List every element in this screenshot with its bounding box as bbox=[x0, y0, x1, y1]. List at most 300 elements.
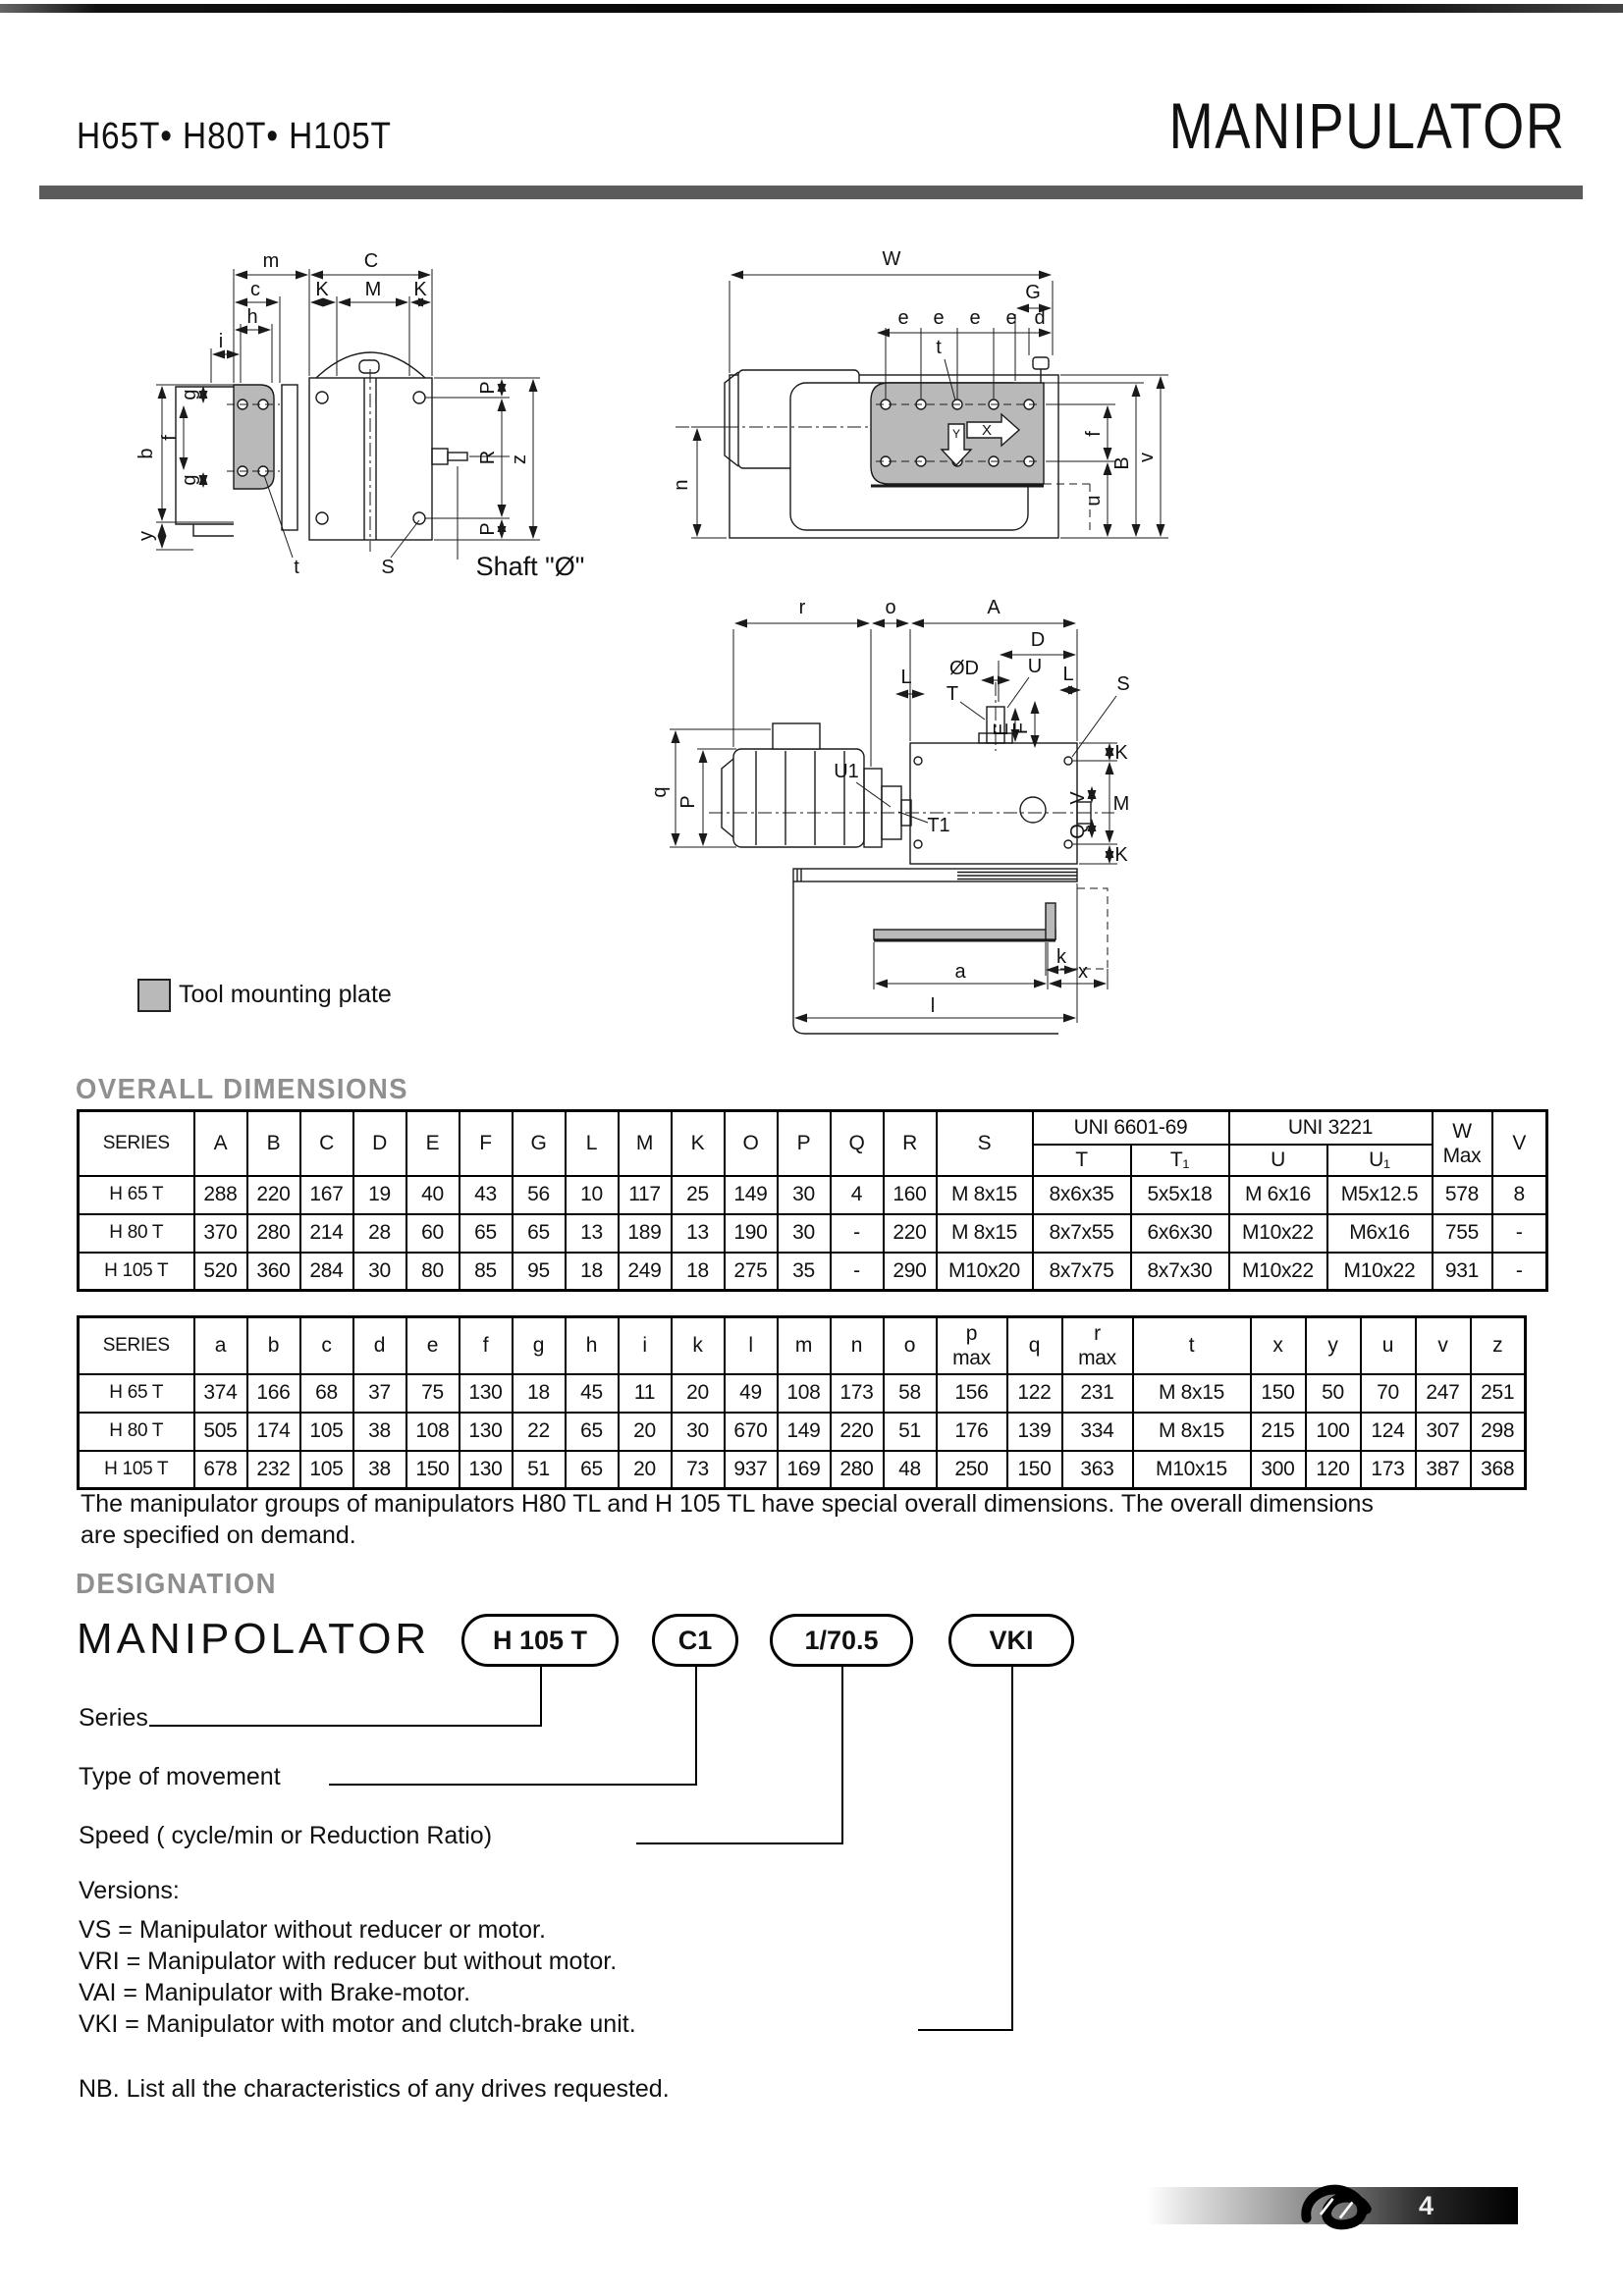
page-title: MANIPULATOR bbox=[1169, 89, 1566, 162]
value-cell: 275 bbox=[725, 1253, 778, 1291]
dim-label-f: f bbox=[1083, 431, 1105, 437]
value-cell: 40 bbox=[406, 1176, 460, 1214]
designation-pill-version: VKI bbox=[948, 1614, 1074, 1667]
value-cell: 8 bbox=[1492, 1176, 1547, 1214]
dim-label-a: a bbox=[954, 961, 966, 983]
value-cell: 189 bbox=[619, 1214, 672, 1253]
value-cell: 4 bbox=[831, 1176, 884, 1214]
value-cell: 95 bbox=[513, 1253, 566, 1291]
designation-heading: DESIGNATION bbox=[76, 1569, 277, 1600]
value-cell: 370 bbox=[194, 1214, 247, 1253]
dim-label-R: R bbox=[477, 450, 499, 465]
value-cell: 68 bbox=[300, 1374, 353, 1413]
uni-3221-header: UNI 3221 bbox=[1229, 1111, 1433, 1145]
column-header: C bbox=[300, 1111, 353, 1176]
column-header: n bbox=[831, 1317, 884, 1374]
model-codes: H65T• H80T• H105T bbox=[77, 116, 392, 157]
value-cell: 8x6x35 bbox=[1033, 1176, 1131, 1214]
column-header: c bbox=[300, 1317, 353, 1374]
value-cell: 22 bbox=[513, 1413, 566, 1451]
value-cell: 38 bbox=[353, 1413, 406, 1451]
value-cell: 150 bbox=[406, 1451, 460, 1489]
value-cell: M 8x15 bbox=[1133, 1374, 1251, 1413]
connector-line bbox=[841, 1667, 843, 1844]
front-view-dimension-lines bbox=[156, 269, 540, 560]
page-number: 4 bbox=[1418, 2191, 1434, 2220]
value-cell: 280 bbox=[831, 1451, 884, 1489]
value-cell: 173 bbox=[831, 1374, 884, 1413]
value-cell: 25 bbox=[672, 1176, 725, 1214]
connector-line bbox=[1011, 1667, 1013, 2031]
dim-label-e: e bbox=[933, 307, 945, 329]
footer-bar bbox=[1147, 2187, 1518, 2224]
value-cell: 169 bbox=[778, 1451, 831, 1489]
dim-label-h: h bbox=[246, 306, 258, 328]
series-cell: H 65 T bbox=[79, 1374, 194, 1413]
dim-label-e: e bbox=[897, 307, 909, 329]
column-header: K bbox=[672, 1111, 725, 1176]
tool-mounting-plate-side bbox=[874, 930, 1055, 939]
value-cell: 149 bbox=[778, 1413, 831, 1451]
front-view-labels bbox=[135, 250, 584, 581]
dim-label-W: W bbox=[882, 248, 901, 270]
value-cell: 100 bbox=[1306, 1413, 1361, 1451]
column-header: U₁ bbox=[1327, 1145, 1433, 1176]
value-cell: 288 bbox=[194, 1176, 247, 1214]
column-header: a bbox=[194, 1317, 247, 1374]
value-cell: 28 bbox=[353, 1214, 406, 1253]
designation-pill-movement: C1 bbox=[652, 1614, 738, 1667]
max-label: max bbox=[952, 1346, 991, 1369]
special-dimensions-note: The manipulator groups of manipulators H80 TL and H 105 TL have special overall dimensions. The overall dimensions are specified on demand. bbox=[81, 1490, 1374, 1549]
dim-label-o: o bbox=[885, 597, 896, 618]
dim-label-U1: U1 bbox=[834, 761, 859, 782]
table-row bbox=[79, 1374, 1526, 1413]
p-max-header bbox=[937, 1317, 1007, 1374]
overall-dimensions-table-1 bbox=[77, 1109, 1548, 1292]
designation-pill-series: H 105 T bbox=[461, 1614, 619, 1667]
column-header: q bbox=[1007, 1317, 1062, 1374]
dim-label-D: D bbox=[1030, 629, 1046, 651]
value-cell: 124 bbox=[1361, 1413, 1416, 1451]
dim-label-r: r bbox=[798, 597, 806, 618]
column-header: T bbox=[1033, 1145, 1131, 1176]
column-header: P bbox=[778, 1111, 831, 1176]
dim-label-e: e bbox=[1005, 307, 1017, 329]
series-cell: H 105 T bbox=[79, 1451, 194, 1489]
column-header: d bbox=[353, 1317, 406, 1374]
dim-label-m: m bbox=[262, 250, 280, 272]
value-cell: 18 bbox=[672, 1253, 725, 1291]
value-cell: 300 bbox=[1251, 1451, 1306, 1489]
value-cell: 307 bbox=[1416, 1413, 1471, 1451]
value-cell: 48 bbox=[884, 1451, 937, 1489]
dim-label-B: B bbox=[1111, 456, 1133, 470]
value-cell: 85 bbox=[460, 1253, 513, 1291]
value-cell: 10 bbox=[566, 1176, 619, 1214]
dim-label-M: M bbox=[364, 279, 382, 300]
value-cell: 60 bbox=[406, 1214, 460, 1253]
value-cell: 334 bbox=[1062, 1413, 1133, 1451]
value-cell: 298 bbox=[1471, 1413, 1526, 1451]
value-cell: M10x20 bbox=[937, 1253, 1033, 1291]
column-header: v bbox=[1416, 1317, 1471, 1374]
column-header: SERIES bbox=[79, 1111, 194, 1176]
column-header: y bbox=[1306, 1317, 1361, 1374]
dim-label-F: F bbox=[1010, 721, 1032, 735]
value-cell: 220 bbox=[247, 1176, 300, 1214]
table-row bbox=[79, 1253, 1547, 1291]
column-header: o bbox=[884, 1317, 937, 1374]
value-cell: 150 bbox=[1251, 1374, 1306, 1413]
dim-label-i: i bbox=[218, 331, 224, 352]
value-cell: 363 bbox=[1062, 1451, 1133, 1489]
value-cell: M10x15 bbox=[1133, 1451, 1251, 1489]
value-cell: 368 bbox=[1471, 1451, 1526, 1489]
value-cell: 50 bbox=[1306, 1374, 1361, 1413]
value-cell: 220 bbox=[831, 1413, 884, 1451]
versions-callout: Versions: bbox=[79, 1877, 180, 1904]
value-cell: 280 bbox=[247, 1214, 300, 1253]
value-cell: 670 bbox=[725, 1413, 778, 1451]
column-header: O bbox=[725, 1111, 778, 1176]
value-cell: 38 bbox=[353, 1451, 406, 1489]
value-cell: 35 bbox=[778, 1253, 831, 1291]
top-view-drawing bbox=[668, 238, 1198, 561]
value-cell: 231 bbox=[1062, 1374, 1133, 1413]
max-label: Max bbox=[1442, 1144, 1482, 1167]
value-cell: 43 bbox=[460, 1176, 513, 1214]
dim-label-c: c bbox=[250, 279, 260, 300]
dim-label-Q: Q bbox=[1067, 824, 1089, 839]
dim-label-x: x bbox=[1078, 961, 1088, 983]
value-cell: 65 bbox=[513, 1214, 566, 1253]
value-cell: 19 bbox=[353, 1176, 406, 1214]
max-label: max bbox=[1078, 1346, 1116, 1369]
connector-line bbox=[329, 1784, 697, 1786]
connector-line bbox=[149, 1725, 542, 1727]
dim-label-G: G bbox=[1025, 282, 1041, 303]
dim-label-u: u bbox=[1083, 495, 1105, 507]
version-item: VRI = Manipulator with reducer but without motor. bbox=[79, 1948, 618, 1975]
value-cell: 58 bbox=[884, 1374, 937, 1413]
value-cell: 130 bbox=[460, 1413, 513, 1451]
overall-dimensions-heading: OVERALL DIMENSIONS bbox=[76, 1074, 408, 1105]
value-cell: M5x12.5 bbox=[1327, 1176, 1433, 1214]
value-cell: 505 bbox=[194, 1413, 247, 1451]
value-cell: 247 bbox=[1416, 1374, 1471, 1413]
value-cell: 117 bbox=[619, 1176, 672, 1214]
w-label: W bbox=[1452, 1119, 1472, 1143]
value-cell: 8x7x30 bbox=[1131, 1253, 1229, 1291]
dim-label-K: K bbox=[315, 279, 329, 300]
table-row bbox=[79, 1214, 1547, 1253]
value-cell: 13 bbox=[566, 1214, 619, 1253]
dim-label-T1: T1 bbox=[927, 815, 950, 836]
dim-label-P: P bbox=[477, 522, 499, 536]
r-max-header bbox=[1062, 1317, 1133, 1374]
value-cell: 45 bbox=[566, 1374, 619, 1413]
table-row bbox=[79, 1451, 1526, 1489]
value-cell: 150 bbox=[1007, 1451, 1062, 1489]
value-cell: 290 bbox=[884, 1253, 937, 1291]
value-cell: M10x22 bbox=[1327, 1253, 1433, 1291]
value-cell: M 6x16 bbox=[1229, 1176, 1327, 1214]
column-header: h bbox=[566, 1317, 619, 1374]
dim-label-n: n bbox=[671, 479, 692, 491]
tool-mounting-plate-swatch bbox=[137, 979, 171, 1012]
front-view-drawing bbox=[93, 224, 614, 616]
dim-label-P: P bbox=[477, 381, 499, 395]
side-view-drawing bbox=[648, 584, 1335, 1045]
dim-label-S: S bbox=[381, 557, 395, 578]
value-cell: - bbox=[1492, 1253, 1547, 1291]
dim-label-b: b bbox=[135, 448, 157, 459]
column-header: V bbox=[1492, 1111, 1547, 1176]
value-cell: 251 bbox=[1471, 1374, 1526, 1413]
dim-label-L: L bbox=[1062, 664, 1074, 685]
value-cell: 75 bbox=[406, 1374, 460, 1413]
column-header: M bbox=[619, 1111, 672, 1176]
value-cell: 56 bbox=[513, 1176, 566, 1214]
value-cell: 18 bbox=[566, 1253, 619, 1291]
value-cell: 37 bbox=[353, 1374, 406, 1413]
value-cell: 678 bbox=[194, 1451, 247, 1489]
column-header: SERIES bbox=[79, 1317, 194, 1374]
x-axis-arrow-label: X bbox=[981, 422, 993, 439]
value-cell: 20 bbox=[619, 1451, 672, 1489]
side-view-shapes bbox=[709, 682, 1114, 1034]
value-cell: 65 bbox=[566, 1451, 619, 1489]
column-header: U bbox=[1229, 1145, 1327, 1176]
value-cell: 8x7x55 bbox=[1033, 1214, 1131, 1253]
column-header: x bbox=[1251, 1317, 1306, 1374]
value-cell: 70 bbox=[1361, 1374, 1416, 1413]
value-cell: 250 bbox=[937, 1451, 1007, 1489]
designation-word: MANIPOLATOR bbox=[77, 1615, 431, 1663]
column-header: E bbox=[406, 1111, 460, 1176]
column-header: L bbox=[566, 1111, 619, 1176]
dim-label-e: e bbox=[969, 307, 981, 329]
dim-label-C: C bbox=[363, 250, 379, 272]
value-cell: 20 bbox=[672, 1374, 725, 1413]
value-cell: 8x7x75 bbox=[1033, 1253, 1131, 1291]
column-header: f bbox=[460, 1317, 513, 1374]
column-header: G bbox=[513, 1111, 566, 1176]
dim-label-d: d bbox=[1034, 307, 1046, 329]
value-cell: 105 bbox=[300, 1451, 353, 1489]
dim-label-t: t bbox=[936, 337, 942, 358]
value-cell: 755 bbox=[1433, 1214, 1492, 1253]
speed-callout: Speed ( cycle/min or Reduction Ratio) bbox=[79, 1822, 493, 1849]
value-cell: 284 bbox=[300, 1253, 353, 1291]
table-row bbox=[79, 1176, 1547, 1214]
value-cell: 387 bbox=[1416, 1451, 1471, 1489]
dim-label-A: A bbox=[987, 597, 1001, 618]
connector-line bbox=[636, 1842, 843, 1844]
value-cell: 215 bbox=[1251, 1413, 1306, 1451]
value-cell: 51 bbox=[884, 1413, 937, 1451]
value-cell: M10x22 bbox=[1229, 1253, 1327, 1291]
value-cell: - bbox=[1492, 1214, 1547, 1253]
y-axis-arrow-label: Y bbox=[951, 427, 961, 441]
value-cell: 166 bbox=[247, 1374, 300, 1413]
dim-label-T: T bbox=[946, 683, 959, 705]
dim-label-g: g bbox=[179, 389, 200, 400]
value-cell: 73 bbox=[672, 1451, 725, 1489]
dim-label-l: l bbox=[930, 995, 936, 1017]
value-cell: 937 bbox=[725, 1451, 778, 1489]
value-cell: 65 bbox=[566, 1413, 619, 1451]
value-cell: 30 bbox=[778, 1214, 831, 1253]
value-cell: 374 bbox=[194, 1374, 247, 1413]
version-item: VKI = Manipulator with motor and clutch-brake unit. bbox=[79, 2010, 636, 2038]
value-cell: 931 bbox=[1433, 1253, 1492, 1291]
r-label: r bbox=[1094, 1321, 1101, 1345]
value-cell: 30 bbox=[353, 1253, 406, 1291]
brand-logo-icon bbox=[1294, 2177, 1382, 2234]
value-cell: 30 bbox=[672, 1413, 725, 1451]
dim-label-L: L bbox=[900, 667, 912, 688]
column-header: g bbox=[513, 1317, 566, 1374]
value-cell: 122 bbox=[1007, 1374, 1062, 1413]
series-cell: H 80 T bbox=[79, 1413, 194, 1451]
column-header: F bbox=[460, 1111, 513, 1176]
value-cell: 130 bbox=[460, 1451, 513, 1489]
value-cell: 30 bbox=[778, 1176, 831, 1214]
column-header: e bbox=[406, 1317, 460, 1374]
value-cell: 49 bbox=[725, 1374, 778, 1413]
column-header: A bbox=[194, 1111, 247, 1176]
column-header: u bbox=[1361, 1317, 1416, 1374]
column-header: Q bbox=[831, 1111, 884, 1176]
value-cell: 578 bbox=[1433, 1176, 1492, 1214]
dim-label-t: t bbox=[294, 557, 299, 578]
connector-line bbox=[695, 1667, 697, 1786]
column-header: z bbox=[1471, 1317, 1526, 1374]
dim-label-S: S bbox=[1116, 673, 1130, 695]
dim-label-q: q bbox=[649, 786, 671, 798]
value-cell: M 8x15 bbox=[1133, 1413, 1251, 1451]
dim-label-k: k bbox=[1056, 946, 1066, 968]
value-cell: 105 bbox=[300, 1413, 353, 1451]
dim-label-z: z bbox=[509, 454, 530, 464]
value-cell: 13 bbox=[672, 1214, 725, 1253]
value-cell: 139 bbox=[1007, 1413, 1062, 1451]
value-cell: 176 bbox=[937, 1413, 1007, 1451]
versions-list bbox=[79, 1914, 636, 2040]
value-cell: 220 bbox=[884, 1214, 937, 1253]
value-cell: M10x22 bbox=[1229, 1214, 1327, 1253]
value-cell: 360 bbox=[247, 1253, 300, 1291]
value-cell: - bbox=[831, 1253, 884, 1291]
version-item: VS = Manipulator without reducer or motor. bbox=[79, 1916, 546, 1944]
column-header: l bbox=[725, 1317, 778, 1374]
dim-label-v: v bbox=[1136, 453, 1158, 462]
value-cell: 18 bbox=[513, 1374, 566, 1413]
dim-label-K: K bbox=[1114, 844, 1128, 866]
value-cell: 149 bbox=[725, 1176, 778, 1214]
value-cell: 108 bbox=[406, 1413, 460, 1451]
dim-label-U: U bbox=[1027, 656, 1043, 677]
value-cell: 249 bbox=[619, 1253, 672, 1291]
value-cell: M6x16 bbox=[1327, 1214, 1433, 1253]
dim-label-y: y bbox=[135, 531, 157, 541]
value-cell: 167 bbox=[300, 1176, 353, 1214]
movement-callout: Type of movement bbox=[79, 1763, 281, 1790]
value-cell: 80 bbox=[406, 1253, 460, 1291]
dim-label-V: V bbox=[1067, 791, 1089, 805]
dim-label-M: M bbox=[1112, 793, 1130, 815]
column-header: T₁ bbox=[1131, 1145, 1229, 1176]
value-cell: M 8x15 bbox=[937, 1214, 1033, 1253]
dim-label-K: K bbox=[413, 279, 427, 300]
series-cell: H 80 T bbox=[79, 1214, 194, 1253]
value-cell: 6x6x30 bbox=[1131, 1214, 1229, 1253]
value-cell: 130 bbox=[460, 1374, 513, 1413]
p-label: p bbox=[965, 1321, 978, 1345]
value-cell: 120 bbox=[1306, 1451, 1361, 1489]
value-cell: 520 bbox=[194, 1253, 247, 1291]
value-cell: 20 bbox=[619, 1413, 672, 1451]
header-rule bbox=[39, 186, 1583, 199]
column-header: t bbox=[1133, 1317, 1251, 1374]
legend-label: Tool mounting plate bbox=[179, 981, 392, 1008]
value-cell: 190 bbox=[725, 1214, 778, 1253]
designation-pill-speed: 1/70.5 bbox=[770, 1614, 913, 1667]
connector-line bbox=[540, 1667, 542, 1727]
series-callout: Series bbox=[79, 1704, 148, 1732]
value-cell: 232 bbox=[247, 1451, 300, 1489]
top-view-shapes bbox=[676, 357, 1090, 538]
w-max-header bbox=[1433, 1111, 1492, 1176]
value-cell: 65 bbox=[460, 1214, 513, 1253]
value-cell: 156 bbox=[937, 1374, 1007, 1413]
value-cell: 51 bbox=[513, 1451, 566, 1489]
value-cell: 108 bbox=[778, 1374, 831, 1413]
dim-label-g: g bbox=[179, 474, 200, 486]
nb-note: NB. List all the characteristics of any drives requested. bbox=[79, 2075, 670, 2103]
column-header: R bbox=[884, 1111, 937, 1176]
dim-label-phiD: ØD bbox=[949, 658, 979, 679]
connector-line bbox=[918, 2029, 1013, 2031]
overall-dimensions-table-2 bbox=[77, 1315, 1527, 1490]
value-cell: 5x5x18 bbox=[1131, 1176, 1229, 1214]
column-header: m bbox=[778, 1317, 831, 1374]
column-header: i bbox=[619, 1317, 672, 1374]
value-cell: 160 bbox=[884, 1176, 937, 1214]
uni-6601-69-header: UNI 6601-69 bbox=[1033, 1111, 1229, 1145]
dim-label-f: f bbox=[159, 435, 181, 441]
value-cell: M 8x15 bbox=[937, 1176, 1033, 1214]
column-header: B bbox=[247, 1111, 300, 1176]
value-cell: 173 bbox=[1361, 1451, 1416, 1489]
value-cell: - bbox=[831, 1214, 884, 1253]
column-header: b bbox=[247, 1317, 300, 1374]
shaft-label: Shaft "Ø" bbox=[475, 552, 585, 581]
version-item: VAI = Manipulator with Brake-motor. bbox=[79, 1979, 471, 2006]
value-cell: 174 bbox=[247, 1413, 300, 1451]
value-cell: 11 bbox=[619, 1374, 672, 1413]
top-bar bbox=[0, 4, 1623, 13]
table-row bbox=[79, 1413, 1526, 1451]
column-header: S bbox=[937, 1111, 1033, 1176]
dim-label-P: P bbox=[677, 795, 699, 809]
series-cell: H 65 T bbox=[79, 1176, 194, 1214]
column-header: k bbox=[672, 1317, 725, 1374]
column-header: D bbox=[353, 1111, 406, 1176]
value-cell: 214 bbox=[300, 1214, 353, 1253]
